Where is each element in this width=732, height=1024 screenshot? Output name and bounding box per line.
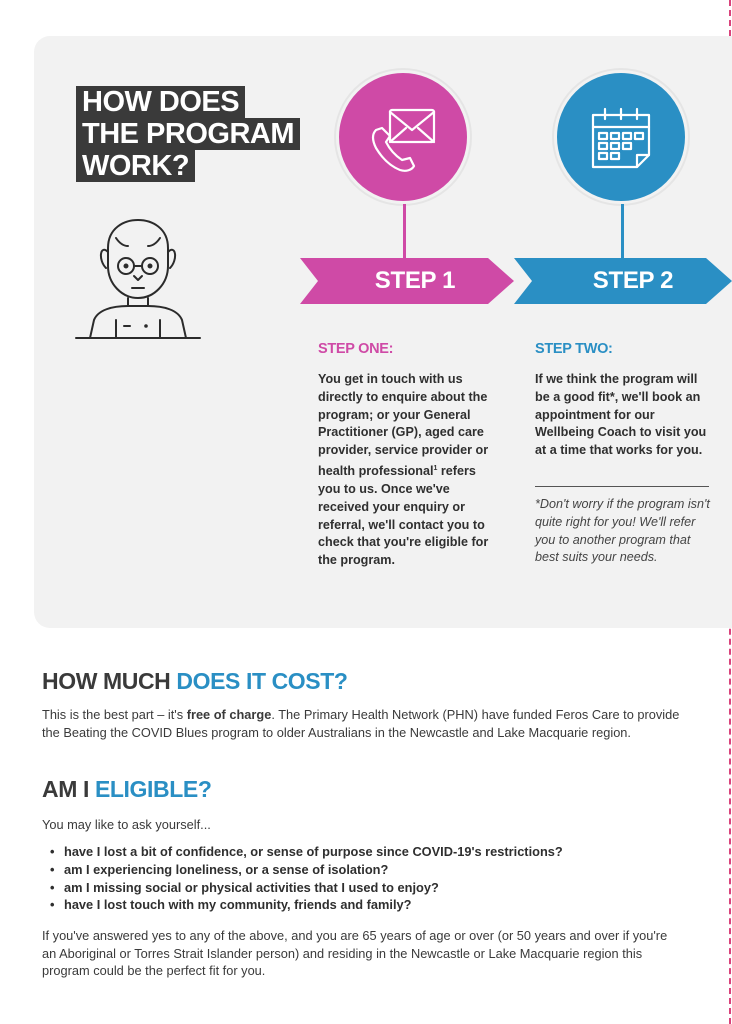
eligibility-heading: AM I ELIGIBLE? [42, 776, 212, 802]
step-2-title: STEP TWO: [535, 341, 613, 357]
step-2-divider [535, 486, 709, 487]
step-1-circle [336, 70, 470, 204]
eligibility-closing: If you've answered yes to any of the above, and you are 65 years of age or over (or 50 years and over if you're an Aboriginal or Torres Strait Islander person) and residing in the Newcastle or Lake Macquarie region this program could be the perfect fit for you. [42, 928, 668, 979]
step-2-description: If we think the program will be a good fit*, we'll book an appointment for our Wellbeing Coach to visit you at a time that works for you. [535, 372, 707, 458]
list-item: • am I experiencing loneliness, or a sense of isolation? [50, 861, 563, 879]
calendar-icon [581, 97, 661, 177]
headline-line: WORK? [76, 150, 195, 182]
step-1-connector [403, 204, 406, 262]
step-2-arrow-label: STEP 2 [592, 267, 674, 294]
list-item: • have I lost a bit of confidence, or sense of purpose since COVID-19's restrictions? [50, 843, 563, 861]
step-1-title: STEP ONE: [318, 341, 394, 357]
headline-line: THE PROGRAM [76, 118, 300, 150]
step-2-footnote: *Don't worry if the program isn't quite right for you! We'll refer you to another program that best suits your needs. [535, 497, 710, 565]
eligibility-questions [50, 843, 563, 914]
step-2-connector [621, 204, 624, 262]
step-1-arrow-label: STEP 1 [374, 267, 456, 294]
phone-envelope-icon [360, 94, 446, 180]
list-item: • am I missing social or physical activities that I used to enjoy? [50, 879, 563, 897]
section-headline [76, 86, 300, 182]
cost-paragraph: This is the best part – it's free of charge. The Primary Health Network (PHN) have funded Feros Care to provide the Beating the COVID Blues program to older Australians in the Newcastle and Lake Macquarie region. [42, 707, 680, 740]
step-1-arrow [300, 258, 514, 304]
cost-heading: HOW MUCH DOES IT COST? [42, 668, 348, 694]
eligibility-intro: You may like to ask yourself... [42, 817, 211, 832]
step-2-circle [554, 70, 688, 204]
step-2-arrow [514, 258, 732, 304]
list-item: • have I lost touch with my community, friends and family? [50, 896, 563, 914]
elderly-man-icon [72, 214, 204, 349]
headline-line: HOW DOES [76, 86, 245, 118]
step-1-description: You get in touch with us directly to enquire about the program; or your General Practitioner (GP), aged care provider, service provider or health professional$^1$ refers you to us. Once we've received your enquiry or referral, we'll contact you to check that you're eligible for the program. [318, 372, 489, 568]
